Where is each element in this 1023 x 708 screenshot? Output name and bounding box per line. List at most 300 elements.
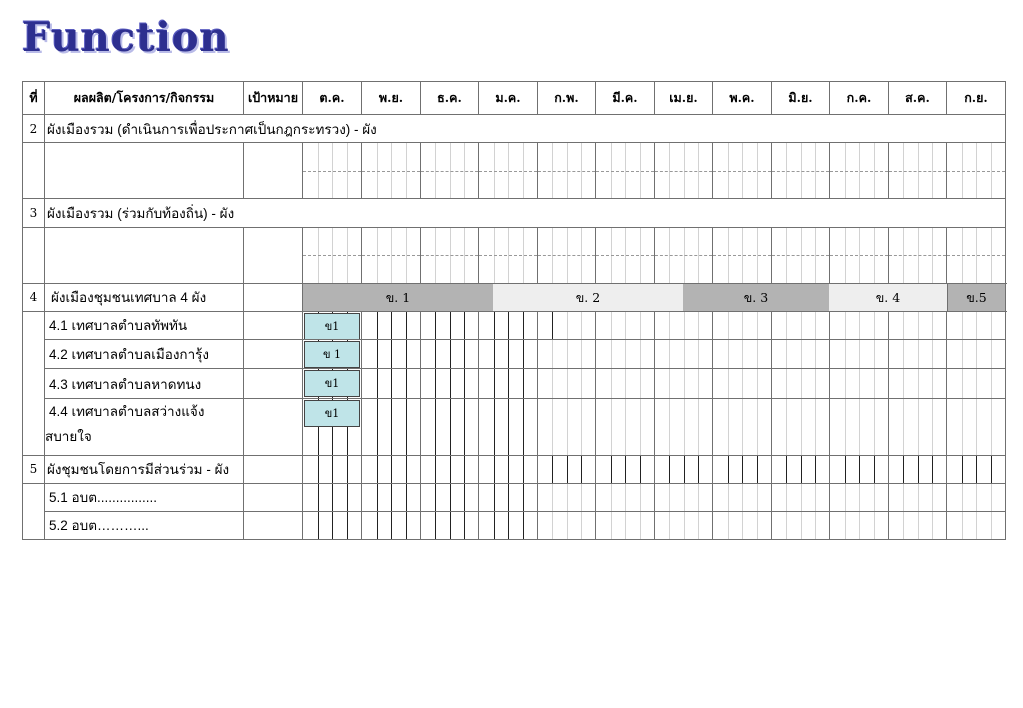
row-divider	[655, 255, 712, 256]
month-cell	[362, 455, 421, 483]
month-cell	[772, 399, 830, 455]
week-divider	[859, 399, 860, 454]
week-divider	[406, 456, 407, 483]
week-divider	[377, 312, 378, 339]
week-divider	[581, 369, 582, 398]
empty-cell	[244, 311, 303, 339]
week-divider	[801, 312, 802, 339]
week-divider	[801, 399, 802, 454]
week-divider	[932, 456, 933, 483]
item-label	[45, 399, 244, 455]
week-divider	[508, 512, 509, 539]
column-header-no: ที่	[23, 82, 45, 115]
week-divider	[918, 484, 919, 511]
month-cell	[362, 340, 421, 369]
empty-cell	[244, 483, 303, 511]
month-cell	[596, 311, 655, 339]
week-divider	[640, 340, 641, 368]
month-cell	[596, 511, 655, 539]
week-divider	[611, 512, 612, 539]
month-cell	[596, 369, 655, 399]
month-cell	[713, 227, 772, 283]
month-cell	[830, 399, 889, 455]
week-divider	[611, 369, 612, 398]
week-divider	[991, 312, 992, 339]
week-divider	[859, 340, 860, 368]
item-label: 5.1 อบต................	[45, 483, 244, 511]
month-cell	[421, 511, 479, 539]
week-divider	[406, 369, 407, 398]
month-cell	[362, 483, 421, 511]
week-divider	[508, 456, 509, 483]
month-cell	[655, 311, 713, 339]
week-divider	[640, 512, 641, 539]
month-cell	[713, 311, 772, 339]
week-divider	[669, 312, 670, 339]
empty-cell	[23, 227, 45, 283]
week-divider	[640, 369, 641, 398]
week-divider	[450, 369, 451, 398]
week-divider	[698, 512, 699, 539]
week-divider	[786, 456, 787, 483]
empty-cell	[23, 483, 45, 539]
month-cell	[421, 455, 479, 483]
week-divider	[464, 312, 465, 339]
section-number: 2	[23, 115, 45, 143]
month-cell	[713, 483, 772, 511]
week-divider	[391, 456, 392, 483]
week-divider	[874, 456, 875, 483]
week-divider	[332, 512, 333, 539]
week-divider	[318, 512, 319, 539]
week-divider	[874, 399, 875, 454]
week-divider	[786, 369, 787, 398]
month-cell	[538, 369, 596, 399]
row-divider	[303, 255, 361, 256]
month-cell	[655, 483, 713, 511]
month-cell	[889, 340, 947, 369]
table-row	[23, 511, 1006, 539]
week-divider	[391, 399, 392, 454]
week-divider	[932, 340, 933, 368]
week-divider	[757, 399, 758, 454]
week-divider	[625, 369, 626, 398]
week-divider	[669, 484, 670, 511]
month-header: พ.ค.	[713, 82, 772, 115]
month-cell	[655, 143, 713, 199]
table-row	[23, 311, 1006, 339]
week-divider	[450, 484, 451, 511]
week-divider	[786, 340, 787, 368]
week-divider	[391, 340, 392, 368]
month-cell	[713, 511, 772, 539]
month-cell	[772, 311, 830, 339]
empty-cell	[23, 311, 45, 455]
week-divider	[684, 312, 685, 339]
month-cell	[596, 483, 655, 511]
month-cell	[772, 483, 830, 511]
month-cell	[655, 340, 713, 369]
week-divider	[611, 456, 612, 483]
column-header-activity: ผลผลิต/โครงการ/กิจกรรม	[45, 82, 244, 115]
week-divider	[625, 512, 626, 539]
week-divider	[464, 512, 465, 539]
week-divider	[377, 484, 378, 511]
week-divider	[625, 340, 626, 368]
week-divider	[523, 456, 524, 483]
header-row	[23, 82, 1006, 115]
month-cell	[947, 340, 1006, 369]
month-cell	[772, 143, 830, 199]
week-divider	[757, 456, 758, 483]
week-divider	[874, 484, 875, 511]
week-divider	[859, 484, 860, 511]
week-divider	[932, 312, 933, 339]
week-divider	[903, 399, 904, 454]
week-divider	[552, 399, 553, 454]
month-cell	[303, 340, 362, 369]
week-divider	[932, 512, 933, 539]
week-divider	[684, 512, 685, 539]
week-divider	[728, 399, 729, 454]
week-divider	[552, 312, 553, 339]
week-divider	[625, 484, 626, 511]
week-divider	[991, 369, 992, 398]
week-divider	[684, 399, 685, 454]
week-divider	[640, 399, 641, 454]
week-divider	[669, 456, 670, 483]
month-cell	[596, 455, 655, 483]
week-divider	[406, 340, 407, 368]
week-divider	[962, 512, 963, 539]
week-divider	[815, 340, 816, 368]
week-divider	[903, 312, 904, 339]
week-divider	[625, 399, 626, 454]
week-divider	[801, 369, 802, 398]
section-row	[23, 115, 1006, 143]
week-divider	[377, 369, 378, 398]
week-divider	[377, 512, 378, 539]
row-divider	[655, 171, 712, 172]
empty-cell	[244, 511, 303, 539]
phase-badge: ข1	[304, 370, 360, 397]
week-divider	[450, 399, 451, 454]
month-cell	[538, 483, 596, 511]
week-divider	[859, 456, 860, 483]
month-cell	[596, 399, 655, 455]
month-cell	[303, 311, 362, 339]
week-divider	[494, 399, 495, 454]
phase-label: ข. 2	[575, 289, 601, 305]
week-divider	[757, 484, 758, 511]
section-title: ผังชุมชนโดยการมีส่วนร่วม - ผัง	[45, 455, 244, 483]
week-divider	[494, 340, 495, 368]
month-cell	[538, 399, 596, 455]
month-cell	[362, 399, 421, 455]
phase-3	[683, 284, 829, 311]
row-divider	[538, 171, 595, 172]
week-divider	[552, 512, 553, 539]
month-header: ต.ค.	[303, 82, 362, 115]
week-divider	[962, 340, 963, 368]
week-divider	[903, 369, 904, 398]
week-divider	[640, 312, 641, 339]
week-divider	[464, 369, 465, 398]
month-cell	[479, 369, 538, 399]
phase-label: ข. 1	[385, 289, 411, 305]
week-divider	[377, 340, 378, 368]
week-divider	[669, 340, 670, 368]
week-divider	[932, 369, 933, 398]
week-divider	[991, 399, 992, 454]
week-divider	[757, 312, 758, 339]
week-divider	[976, 399, 977, 454]
week-divider	[859, 369, 860, 398]
week-divider	[450, 456, 451, 483]
section-title: ผังเมืองรวม (ดำเนินการเพื่อประกาศเป็นกฎกระทรวง) - ผัง	[45, 115, 1006, 143]
week-divider	[757, 512, 758, 539]
week-divider	[494, 312, 495, 339]
week-divider	[406, 512, 407, 539]
month-cell	[421, 369, 479, 399]
week-divider	[611, 399, 612, 454]
week-divider	[815, 456, 816, 483]
week-divider	[801, 340, 802, 368]
week-divider	[435, 456, 436, 483]
week-divider	[581, 399, 582, 454]
week-divider	[845, 512, 846, 539]
empty-cell	[244, 369, 303, 399]
week-divider	[845, 399, 846, 454]
week-divider	[742, 369, 743, 398]
row-divider	[889, 255, 946, 256]
week-divider	[567, 399, 568, 454]
week-divider	[698, 340, 699, 368]
section-title: ผังเมืองชุมชนเทศบาล 4 ผัง	[45, 283, 244, 311]
week-divider	[552, 369, 553, 398]
week-divider	[508, 369, 509, 398]
week-divider	[332, 456, 333, 483]
week-divider	[391, 369, 392, 398]
week-divider	[567, 484, 568, 511]
phase-badge: ข 1	[304, 341, 360, 368]
week-divider	[728, 484, 729, 511]
empty-cell	[23, 143, 45, 199]
month-cell	[421, 227, 479, 283]
section-row	[23, 199, 1006, 227]
week-divider	[464, 340, 465, 368]
phase-label: ข. 3	[743, 289, 769, 305]
month-cell	[889, 455, 947, 483]
week-divider	[698, 369, 699, 398]
month-cell	[889, 399, 947, 455]
month-cell	[830, 511, 889, 539]
week-divider	[962, 369, 963, 398]
week-divider	[684, 369, 685, 398]
week-divider	[625, 312, 626, 339]
month-cell	[947, 399, 1006, 455]
week-divider	[786, 399, 787, 454]
month-cell	[479, 511, 538, 539]
week-divider	[567, 340, 568, 368]
week-divider	[318, 484, 319, 511]
week-divider	[801, 456, 802, 483]
row-divider	[479, 171, 537, 172]
month-cell	[655, 511, 713, 539]
week-divider	[801, 512, 802, 539]
week-divider	[611, 340, 612, 368]
week-divider	[976, 340, 977, 368]
week-divider	[757, 340, 758, 368]
week-divider	[962, 312, 963, 339]
month-header: ธ.ค.	[421, 82, 479, 115]
month-cell	[479, 340, 538, 369]
month-header: เม.ย.	[655, 82, 713, 115]
month-cell	[596, 340, 655, 369]
week-divider	[903, 512, 904, 539]
week-divider	[684, 456, 685, 483]
table-row	[23, 369, 1006, 399]
week-divider	[962, 484, 963, 511]
week-divider	[976, 369, 977, 398]
week-divider	[845, 312, 846, 339]
month-cell	[830, 369, 889, 399]
month-cell	[538, 340, 596, 369]
month-cell	[303, 511, 362, 539]
week-divider	[728, 512, 729, 539]
empty-cell	[244, 455, 303, 483]
week-divider	[918, 456, 919, 483]
month-cell	[362, 511, 421, 539]
month-cell	[889, 227, 947, 283]
phase-badge: ข1	[304, 400, 360, 427]
week-divider	[932, 399, 933, 454]
week-divider	[508, 312, 509, 339]
week-divider	[991, 484, 992, 511]
week-divider	[494, 456, 495, 483]
month-cell	[947, 143, 1006, 199]
week-divider	[435, 512, 436, 539]
week-divider	[874, 340, 875, 368]
month-cell	[538, 143, 596, 199]
week-divider	[435, 399, 436, 454]
month-cell	[889, 143, 947, 199]
week-divider	[918, 369, 919, 398]
item-label-line: สบายใจ	[45, 429, 92, 445]
month-header: ส.ค.	[889, 82, 947, 115]
week-divider	[508, 399, 509, 454]
month-cell	[772, 455, 830, 483]
week-divider	[742, 399, 743, 454]
phase-5	[947, 284, 1005, 311]
week-divider	[391, 484, 392, 511]
month-cell	[947, 369, 1006, 399]
blank-row	[23, 227, 1006, 283]
phase-bar	[303, 283, 1006, 311]
week-divider	[918, 340, 919, 368]
month-cell	[947, 311, 1006, 339]
month-cell	[538, 227, 596, 283]
week-divider	[976, 312, 977, 339]
week-divider	[377, 456, 378, 483]
week-divider	[698, 484, 699, 511]
week-divider	[669, 399, 670, 454]
week-divider	[494, 512, 495, 539]
row-divider	[479, 255, 537, 256]
row-divider	[303, 171, 361, 172]
week-divider	[684, 340, 685, 368]
month-cell	[303, 399, 362, 455]
week-divider	[567, 512, 568, 539]
month-cell	[889, 511, 947, 539]
week-divider	[728, 312, 729, 339]
week-divider	[581, 512, 582, 539]
week-divider	[552, 456, 553, 483]
week-divider	[347, 512, 348, 539]
week-divider	[669, 512, 670, 539]
month-header: ก.พ.	[538, 82, 596, 115]
week-divider	[435, 312, 436, 339]
row-divider	[889, 171, 946, 172]
month-cell	[421, 483, 479, 511]
month-cell	[596, 143, 655, 199]
empty-cell	[244, 227, 303, 283]
month-cell	[830, 311, 889, 339]
week-divider	[464, 399, 465, 454]
week-divider	[450, 312, 451, 339]
week-divider	[581, 312, 582, 339]
item-label: 4.1 เทศบาลตำบลทัพทัน	[45, 311, 244, 339]
month-cell	[713, 143, 772, 199]
month-cell	[713, 369, 772, 399]
month-cell	[421, 143, 479, 199]
week-divider	[406, 312, 407, 339]
table-row	[23, 340, 1006, 369]
phase-label: ข.5	[966, 289, 987, 305]
table-row	[23, 399, 1006, 455]
blank-row	[23, 143, 1006, 199]
month-cell	[772, 369, 830, 399]
month-cell	[538, 455, 596, 483]
month-cell	[713, 399, 772, 455]
empty-cell	[45, 143, 244, 199]
month-cell	[538, 511, 596, 539]
section-number: 4	[23, 283, 45, 311]
month-cell	[947, 227, 1006, 283]
month-cell	[479, 227, 538, 283]
section-number: 3	[23, 199, 45, 227]
week-divider	[815, 399, 816, 454]
phase-label: ข. 4	[875, 289, 901, 305]
section-row	[23, 283, 1006, 311]
month-cell	[947, 483, 1006, 511]
month-cell	[479, 311, 538, 339]
week-divider	[625, 456, 626, 483]
week-divider	[698, 399, 699, 454]
week-divider	[742, 456, 743, 483]
week-divider	[406, 484, 407, 511]
empty-cell	[244, 399, 303, 455]
item-label-line: 4.4 เทศบาลตำบลสว่างแจ้ง	[49, 404, 205, 420]
week-divider	[962, 399, 963, 454]
week-divider	[640, 456, 641, 483]
week-divider	[742, 340, 743, 368]
row-divider	[362, 255, 420, 256]
week-divider	[903, 340, 904, 368]
week-divider	[552, 340, 553, 368]
week-divider	[552, 484, 553, 511]
week-divider	[523, 399, 524, 454]
